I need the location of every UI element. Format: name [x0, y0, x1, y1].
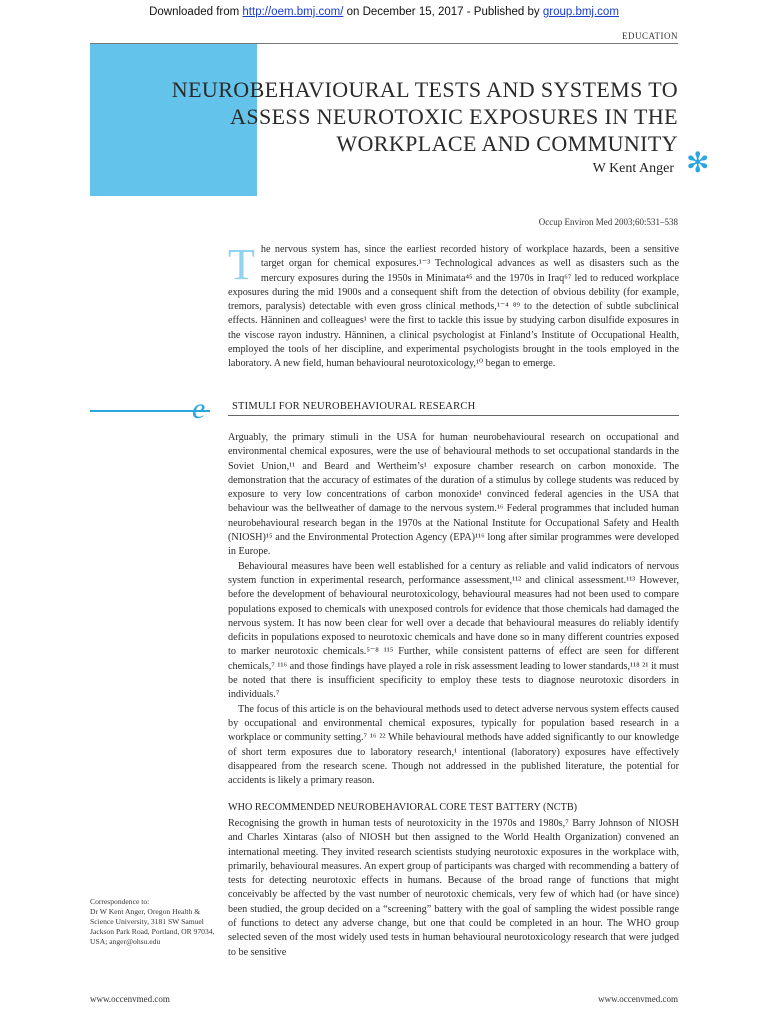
e-icon: e: [192, 392, 206, 425]
section-heading-rule: [228, 415, 679, 416]
section-heading-who: WHO RECOMMENDED NEUROBEHAVIORAL CORE TEST BATTERY (NCTB): [228, 802, 578, 813]
group-bmj-link[interactable]: group.bmj.com: [542, 6, 619, 18]
body-paragraph: Behavioural measures have been well established for a century as reliable and valid indicators of nervous system function in experimental research, performance assessment,¹¹² and clinical assessment.¹¹³ However, before the development of behavioural neurotoxicology, behavioural measures had not been used to compare populations exposed to chemicals with unexposed controls for evidence that those chemicals had damaged the nervous system. It has now been clear for well over a decade that behavioural measures do reliably identify deficits in populations exposed to neurotoxic chemicals and have done so in many different countries exposed to marker neurotoxic chemicals.⁵⁻⁸ ¹¹⁵ Further, while consistent patterns of effect are seen for different chemicals,⁷ ¹¹⁶ and those findings have played a role in risk assessment leading to lower standards,¹¹⁸ ²¹ it must be noted that there is insufficient specificity to employ these tests to diagnose neurotoxic disorders in individuals.⁷: [228, 560, 679, 701]
section-tag: EDUCATION: [622, 31, 678, 41]
section-heading-stimuli: STIMULI FOR NEUROBEHAVIOURAL RESEARCH: [232, 401, 476, 412]
oem-link[interactable]: http://oem.bmj.com/: [242, 6, 344, 18]
drop-cap: T: [228, 240, 255, 289]
author-name: W Kent Anger: [592, 161, 674, 176]
stimuli-section-body: [228, 431, 679, 788]
who-section-body: [228, 817, 679, 960]
intro-text: he nervous system has, since the earliest recorded history of workplace hazards, been a sensitive target organ for chemical exposures.¹⁻³ Technological advances as well as disasters such as the mercury exposures during the 1950s in Minimata⁴⁵ and the 1970s in Iraq⁶⁷ led to reduced workplace exposures during the mid 1900s and a consequent shift from the detection of obvious debility (for example, tremors, paralysis) detectable with even gross clinical methods,¹⁻⁴ ⁸⁹ to the detection of subtle subclinical effects. Hänninen and colleagues¹ were the first to tackle this issue by studying carbon disulfide exposures in the viscose rayon industry. Hänninen, a clinical psychologist at Finland’s Institute of Occupational Health, employed the tools of her discipline, and experimental psychologists brought in the tools employed in the laboratory. A new field, human behavioural neurotoxicology,¹⁰ began to emerge.: [228, 244, 679, 370]
asterisk-icon: ✻: [686, 148, 710, 179]
body-paragraph: Recognising the growth in human tests of neurotoxicity in the 1970s and 1980s,⁷ Barry Johnson of NIOSH and Charles Xintaras (also of NIOSH but then assigned to the World Health Organization) convened an international meeting. They invited research scientists studying neurotoxic exposures in the workplace with, primarily, behavioural measures. An expert group of participants was charged with recommending a battery of tests for detecting neurotoxic effects in humans. Because of the broad range of functions that might conceivably be affected by the vast number of neurotoxic chemicals, very few of which had (or have since) been studied, the group decided on a “screening” battery with the goal of sampling the widest possible range of functions to detect any adverse change, but one that could be completed in an hour. The WHO group selected seven of the most widely used tests in human behavioural neurotoxicology research that were judged to be sensitive: [228, 818, 679, 958]
footer-url-left[interactable]: www.occenvmed.com: [90, 994, 170, 1004]
body-paragraph: The focus of this article is on the behavioural methods used to detect adverse nervous system effects caused by occupational and environmental chemical exposures, typically for population based research in a workplace or community setting.⁷ ¹⁶ ²² While behavioural methods have added significantly to our knowledge of short term exposures due to laboratory research,¹ intentional (laboratory) exposures have effectively disappeared from the research scene. Though not addressed in the published literature, the potential for accidents is likely a primary reason.: [228, 703, 679, 787]
footer-url-right[interactable]: www.occenvmed.com: [598, 994, 678, 1004]
article-title: NEUROBEHAVIOURAL TESTS AND SYSTEMS TO ASSESS NEUROTOXIC EXPOSURES IN THE WORKPLACE AND COMMUNITY: [171, 77, 678, 156]
body-paragraph: Arguably, the primary stimuli in the USA for human neurobehavioural research on occupational and environmental chemical exposures, were the use of behavioural methods to set occupational standards in the Soviet Union,¹¹ and Beard and Wertheim’s¹ exposure chamber research on carbon monoxide. The demonstration that the accuracy of estimates of the duration of a stimulus by college students was reduced by exposure to very low concentrations of carbon monoxide¹ convinced federal agencies in the USA that behaviour was the bellweather of damage to the nervous system.¹⁶ Federal programmes that included human neurobehavioural research began in the 1970s at the National Institute for Occupational Safety and Health (NIOSH)¹⁵ and the Environmental Protection Agency (EPA)¹¹⁶ long after similar programmes were developed in Europe.: [228, 432, 679, 558]
intro-paragraph: [228, 240, 679, 372]
download-prefix: Downloaded from: [149, 6, 243, 18]
journal-citation: Occup Environ Med 2003;60:531–538: [538, 217, 678, 227]
download-bar: [0, 0, 768, 24]
download-middle: on December 15, 2017 - Published by: [343, 6, 543, 18]
correspondence-note: Correspondence to: Dr W Kent Anger, Oregon Health & Science University, 3181 SW Samuel Jackson Park Road, Portland, OR 97034, USA; anger@ohsu.edu: [90, 897, 215, 946]
